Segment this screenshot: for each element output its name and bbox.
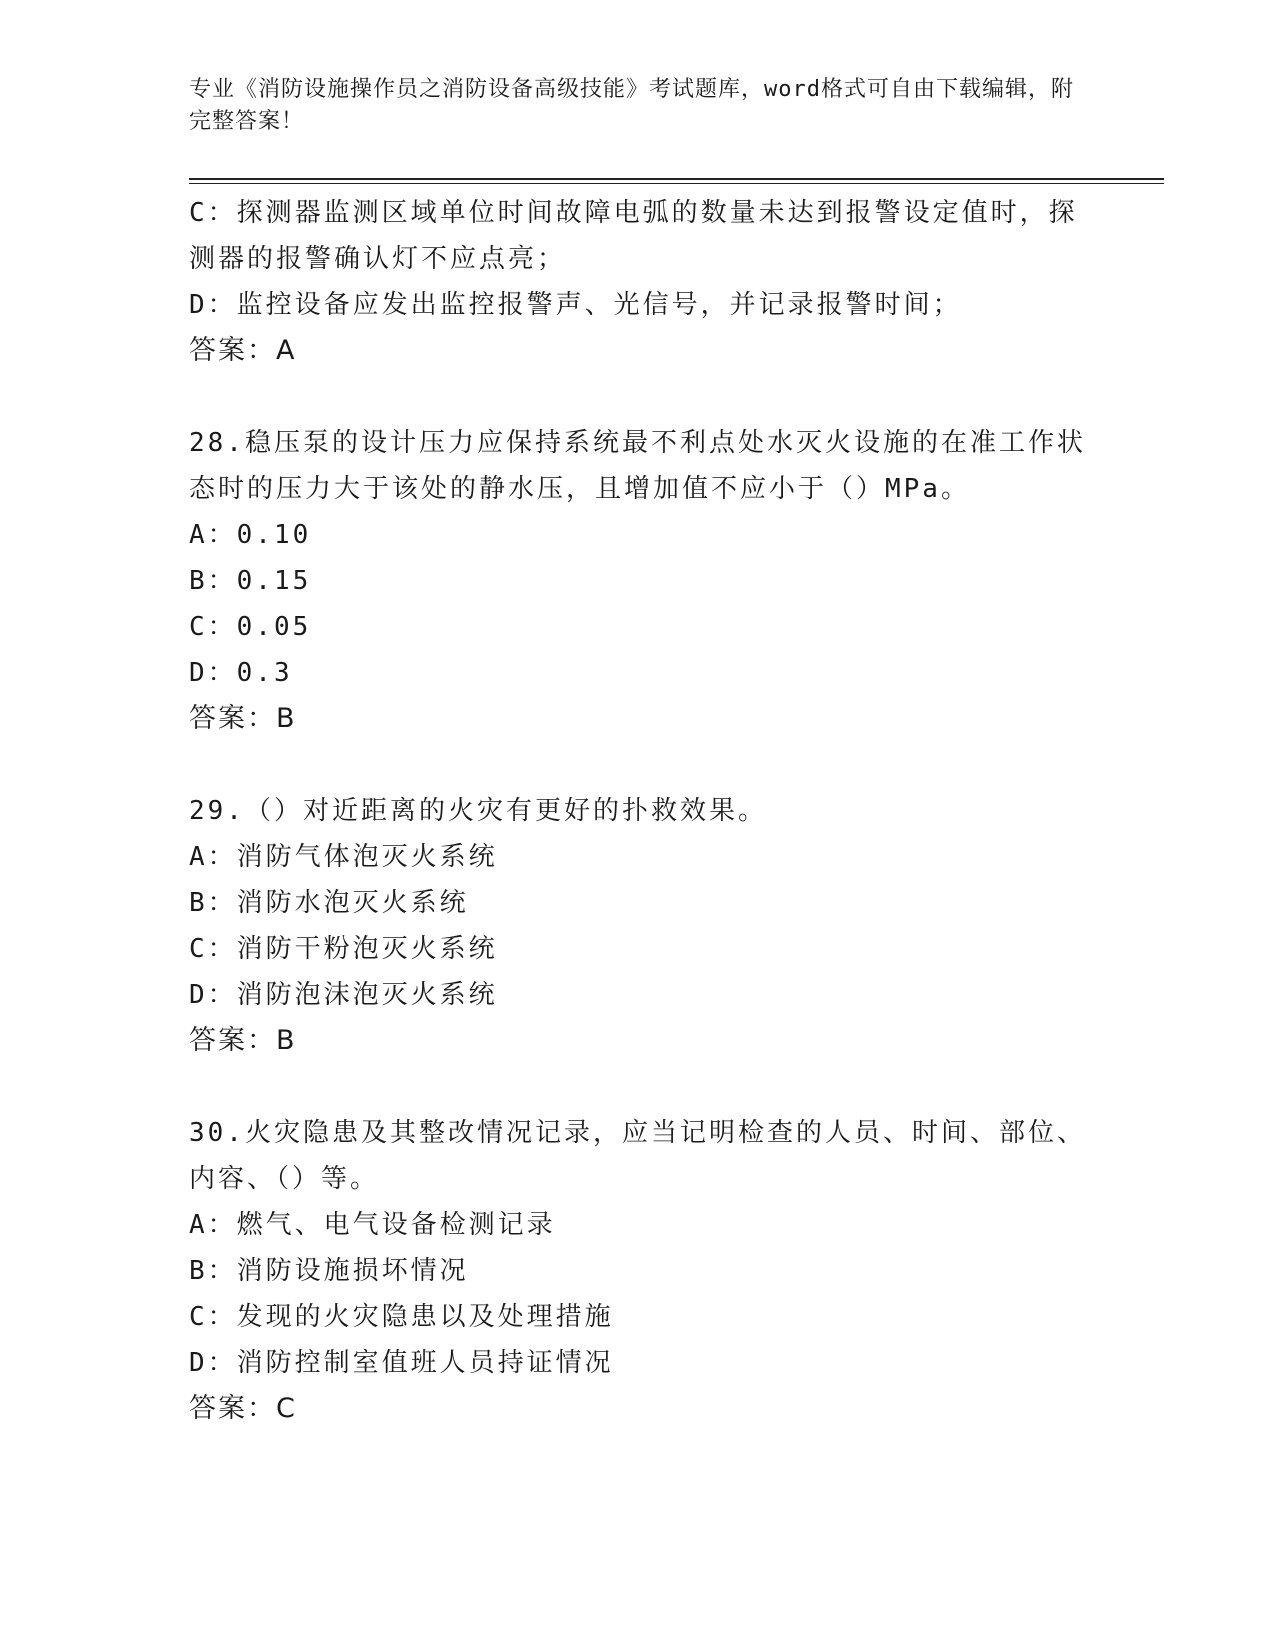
option-a: A：消防气体泡灭火系统 <box>189 842 498 872</box>
option-d: D：0.3 <box>189 658 293 688</box>
answer: 答案：A <box>189 335 297 366</box>
option-d: D：监控设备应发出监控报警声、光信号，并记录报警时间； <box>189 290 962 320</box>
carryover-question <box>189 190 1089 374</box>
option-d: D：消防泡沫泡灭火系统 <box>189 980 498 1010</box>
option-c: C：发现的火灾隐患以及处理措施 <box>189 1302 614 1332</box>
option-a: A：燃气、电气设备检测记录 <box>189 1210 556 1240</box>
question-28 <box>189 420 1089 742</box>
option-d: D：消防控制室值班人员持证情况 <box>189 1348 614 1378</box>
question-stem: 30.火灾隐患及其整改情况记录，应当记明检查的人员、时间、部位、内容、（）等。 <box>189 1118 1086 1194</box>
option-c: C：0.05 <box>189 612 312 642</box>
option-a: A：0.10 <box>189 520 312 550</box>
option-c: C：消防干粉泡灭火系统 <box>189 934 498 964</box>
question-content <box>189 190 1089 1432</box>
answer: 答案：B <box>189 1025 297 1056</box>
option-b: B：消防水泡灭火系统 <box>189 888 469 918</box>
option-b: B：消防设施损坏情况 <box>189 1256 469 1286</box>
option-c: C：探测器监测区域单位时间故障电弧的数量未达到报警设定值时，探测器的报警确认灯不应点亮； <box>189 198 1078 274</box>
question-30 <box>189 1110 1089 1432</box>
spacer <box>189 1064 1089 1110</box>
answer: 答案：C <box>189 1393 297 1424</box>
answer: 答案：B <box>189 703 297 734</box>
page-header: 专业《消防设施操作员之消防设备高级技能》考试题库，word格式可自由下载编辑，附完整答案！ <box>189 77 1074 134</box>
header-rule-thick <box>189 178 1164 180</box>
option-b: B：0.15 <box>189 566 312 596</box>
spacer <box>189 742 1089 788</box>
question-29 <box>189 788 1089 1064</box>
question-stem: 28.稳压泵的设计压力应保持系统最不利点处水灭火设施的在准工作状态时的压力大于该处的静水压，且增加值不应小于（）MPa。 <box>189 428 1086 504</box>
spacer <box>189 374 1089 420</box>
header-rule-thin <box>189 183 1164 184</box>
question-stem: 29.（）对近距离的火灾有更好的扑救效果。 <box>189 796 767 826</box>
